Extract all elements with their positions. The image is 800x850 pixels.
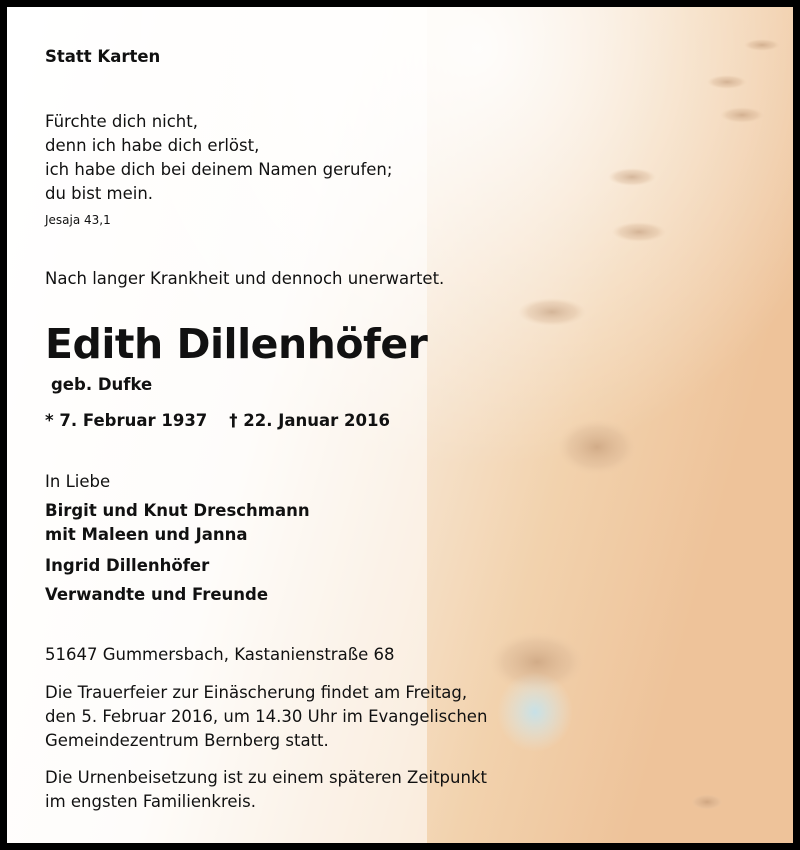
- birth-name: geb. Dufke: [51, 375, 153, 394]
- verse-line-4: du bist mein.: [45, 184, 154, 203]
- statt-karten: Statt Karten: [45, 47, 161, 66]
- life-dates: [45, 411, 390, 430]
- verse-line-3: ich habe dich bei deinem Namen gerufen;: [45, 160, 393, 179]
- mourner-3: Ingrid Dillenhöfer: [45, 556, 210, 575]
- intro-text: Nach langer Krankheit und dennoch unerwartet.: [45, 269, 445, 288]
- verse-line-2: denn ich habe dich erlöst,: [45, 136, 260, 155]
- birth-date: * 7. Februar 1937: [45, 411, 208, 430]
- mourner-1: Birgit und Knut Dreschmann: [45, 501, 310, 520]
- verse-line-1: Fürchte dich nicht,: [45, 112, 198, 131]
- mourner-4: Verwandte und Freunde: [45, 585, 269, 604]
- mourners-lead: In Liebe: [45, 472, 111, 491]
- death-date: † 22. Januar 2016: [229, 411, 390, 430]
- ceremony-line-1: Die Trauerfeier zur Einäscherung findet am Freitag,: [45, 683, 468, 702]
- ceremony-line-2: den 5. Februar 2016, um 14.30 Uhr im Evangelischen: [45, 707, 488, 726]
- address: 51647 Gummersbach, Kastanienstraße 68: [45, 645, 395, 664]
- mourner-2: mit Maleen und Janna: [45, 525, 248, 544]
- verse-reference: Jesaja 43,1: [45, 213, 111, 227]
- burial-line-1: Die Urnenbeisetzung ist zu einem späteren Zeitpunkt: [45, 768, 487, 787]
- burial-line-2: im engsten Familienkreis.: [45, 792, 256, 811]
- ceremony-line-3: Gemeindezentrum Bernberg statt.: [45, 731, 329, 750]
- deceased-name: Edith Dillenhöfer: [45, 320, 428, 368]
